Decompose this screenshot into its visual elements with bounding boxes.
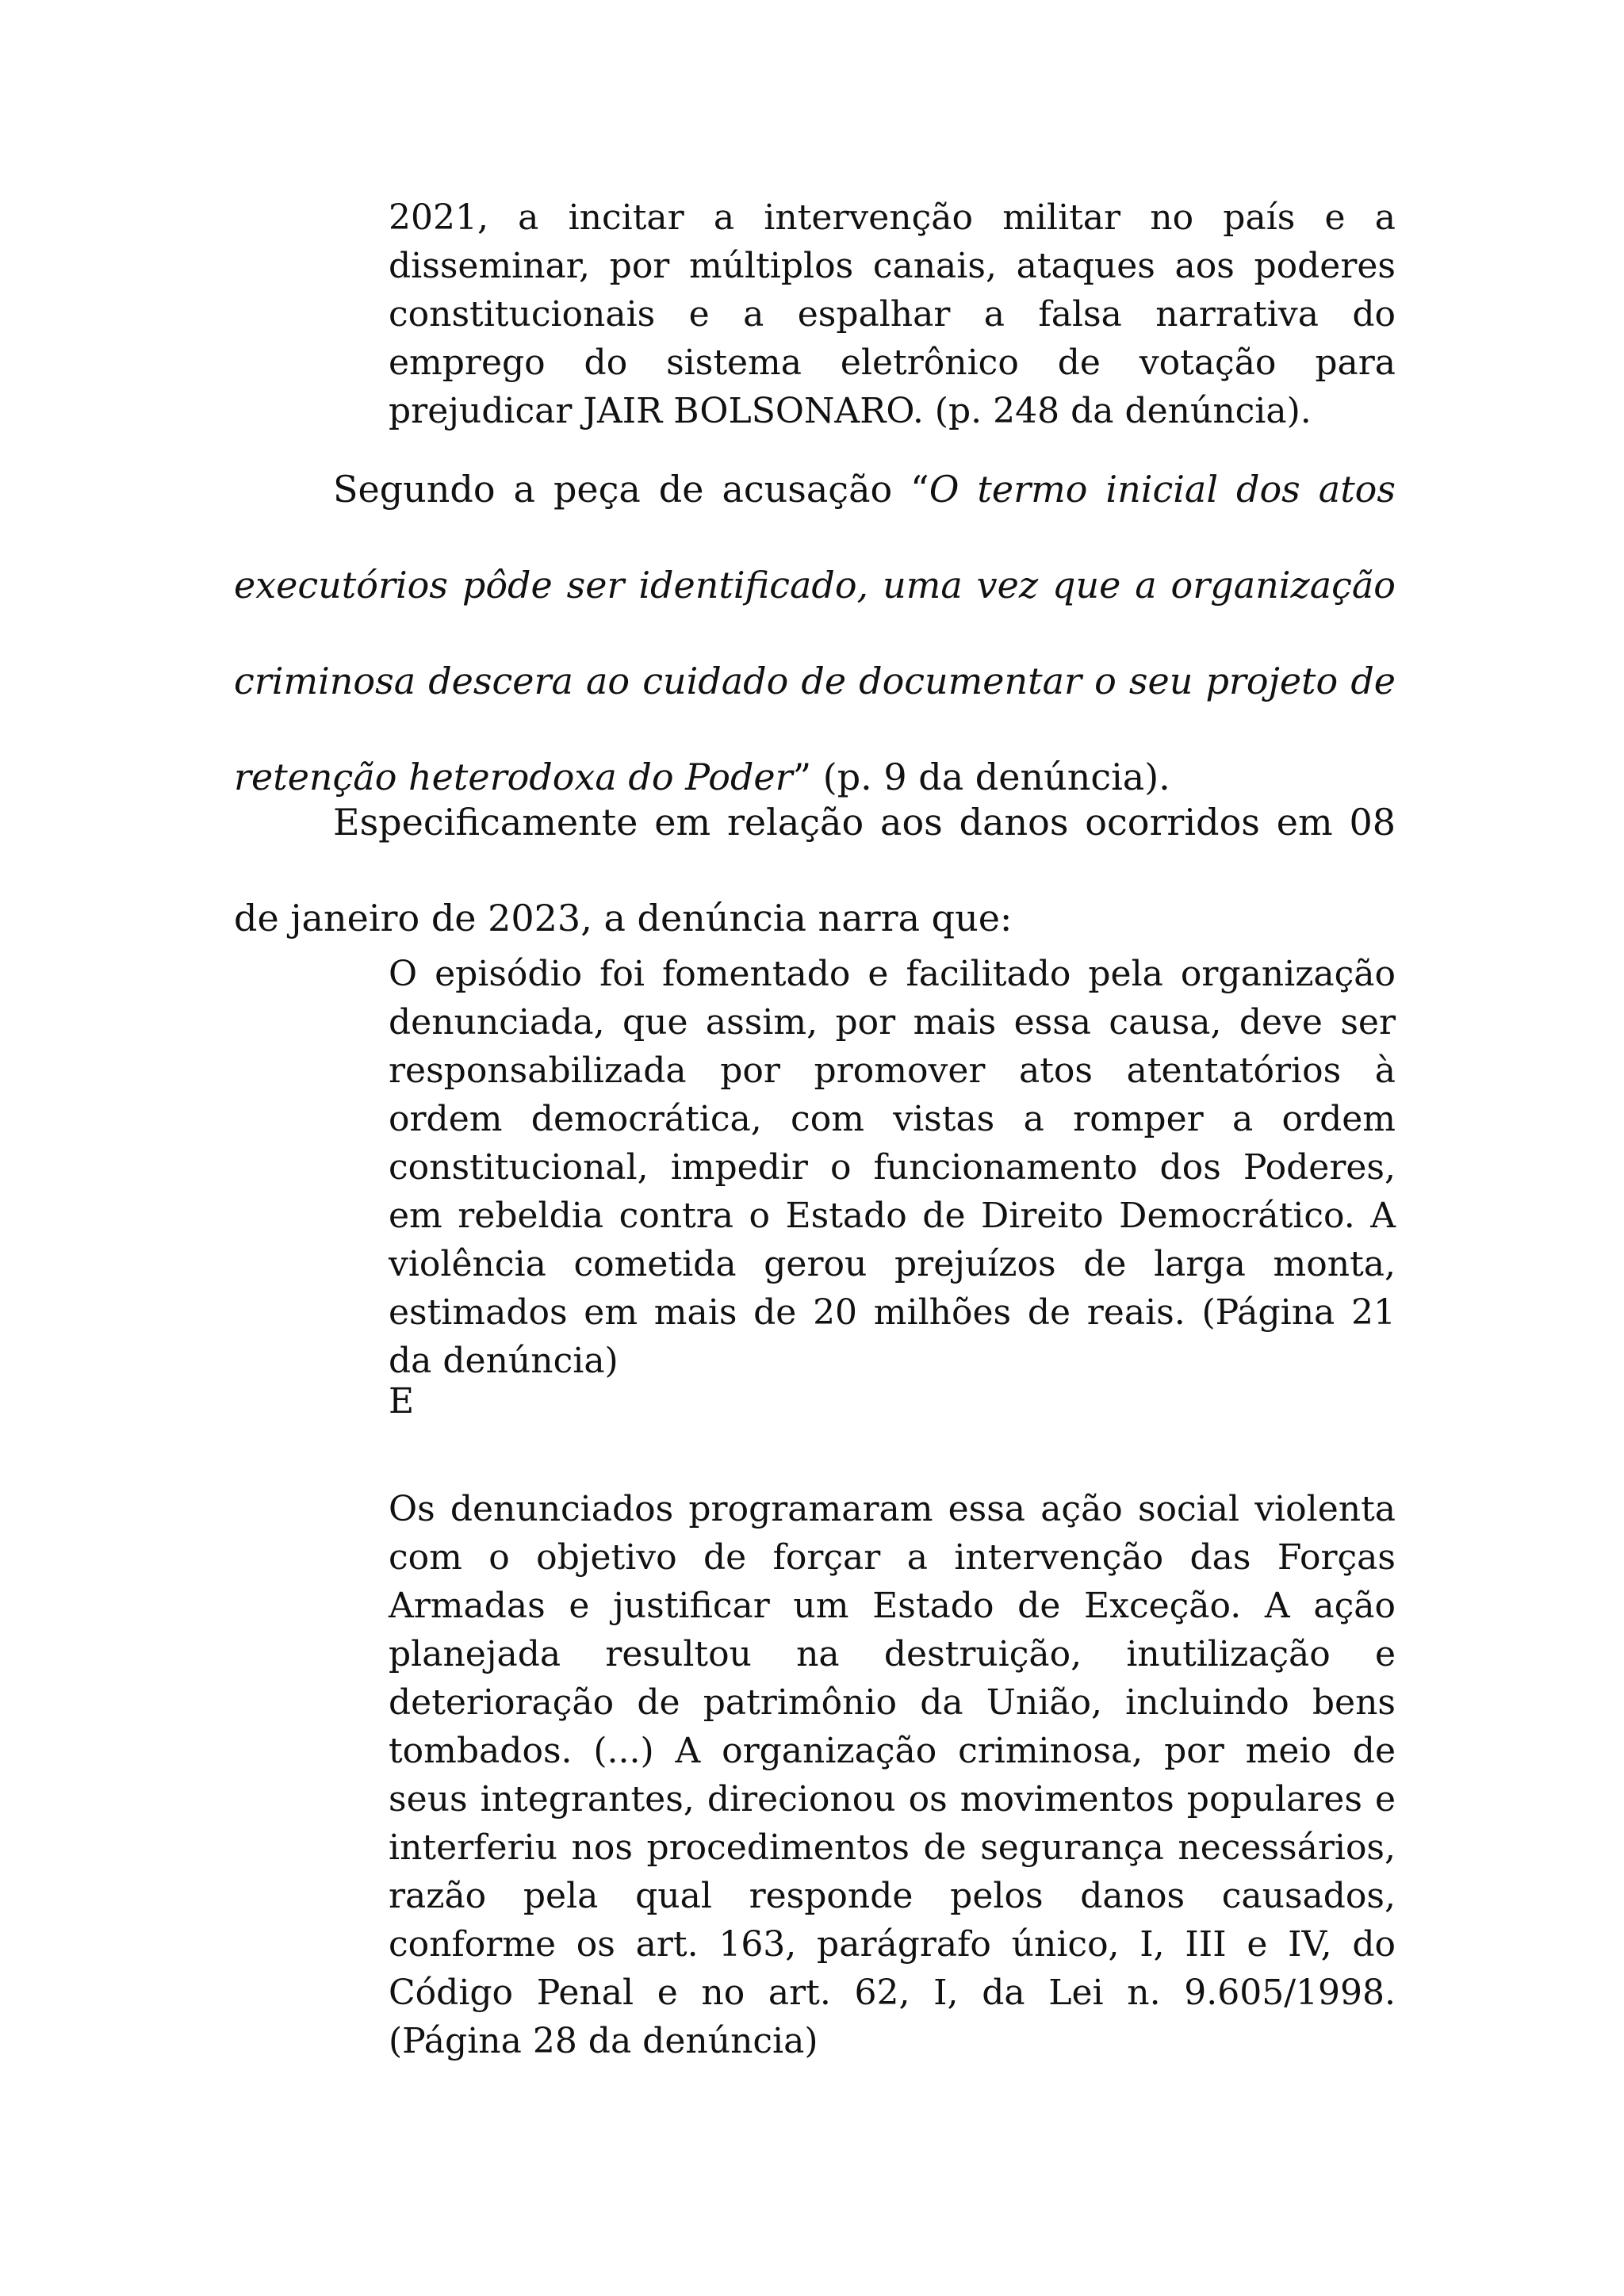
block-quote-denuncia-p28: Os denunciados programaram essa ação social violenta com o objetivo de forçar a intervenção das Forças Armadas e justificar um Estado de Exceção. A ação planejada resultou na destruição, inutilização e deterioração de patrimônio da União, incluindo bens tombados. (...) A organização criminosa, por meio de seus integrantes, direcionou os movimentos populares e interferiu nos procedimentos de segurança necessários, razão pela qual responde pelos danos causados, conforme os art. 163, parágrafo único, I, III e IV, do Código Penal e no art. 62, I, da Lei n. 9.605/1998. (Página 28 da denúncia) (389, 1489, 1396, 2061)
block-quote-denuncia-p248: 2021, a incitar a intervenção militar no país e a disseminar, por múltiplos canais, ataques aos poderes constitucionais e a espalhar a falsa narrativa do emprego do sistema eletrônico de votação para prejudicar JAIR BOLSONARO. (p. 248 da denúncia). (389, 197, 1396, 431)
connector-letter: E (389, 1381, 415, 1422)
paragraph-tail-text: ” (p. 9 da denúncia). (792, 756, 1170, 798)
paragraph-danos-08-janeiro: Especificamente em relação aos danos ocorridos em 08 de janeiro de 2023, a denúncia narra que: (234, 801, 1396, 939)
block-quote-denuncia-p21: O episódio foi fomentado e facilitado pela organização denunciada, que assim, por mais essa causa, deve ser responsabilizada por promover atos atentatórios à ordem democrática, com vistas a romper a ordem constitucional, impedir o funcionamento dos Poderes, em rebeldia contra o Estado de Direito Democrático. A violência cometida gerou prejuízos de larga monta, estimados em mais de 20 milhões de reais. (Página 21 da denúncia) (389, 954, 1396, 1381)
italic-quotation: O termo inicial dos atos executórios pôde ser identificado, uma vez que a organização criminosa descera ao cuidado de documentar o seu projeto de retenção heterodoxa do Poder (234, 468, 1396, 798)
paragraph-peca-acusacao (234, 442, 1396, 825)
paragraph-lead-text: Segundo a peça de acusação “ (333, 468, 929, 511)
